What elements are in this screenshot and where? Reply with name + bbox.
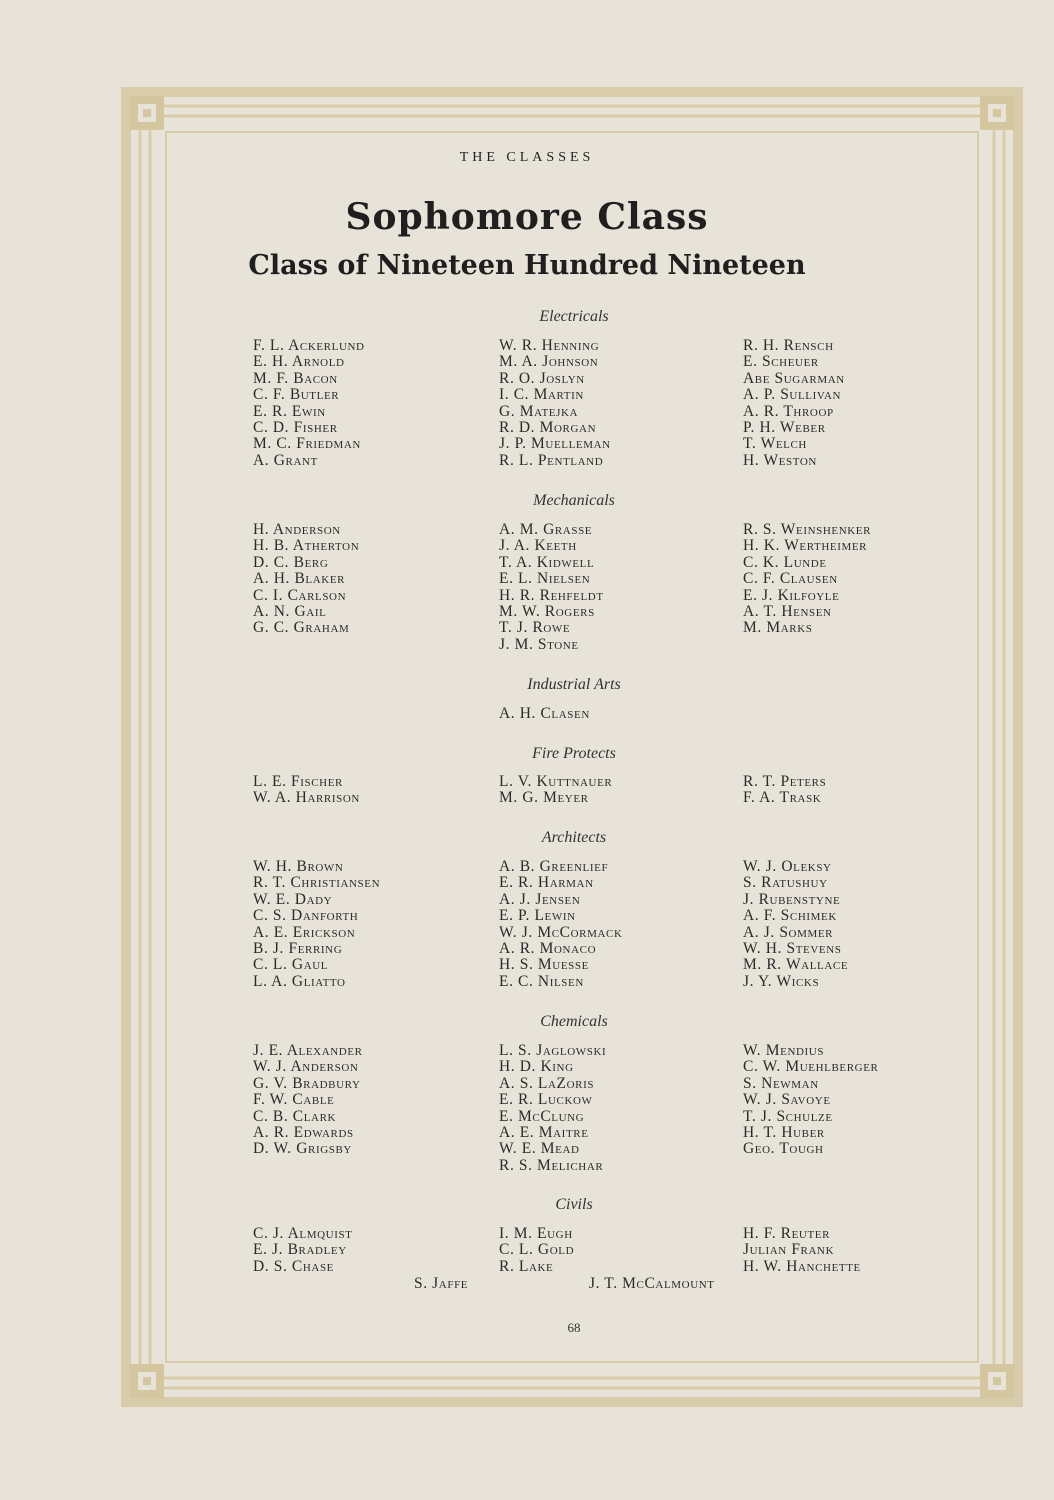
name-column	[499, 338, 611, 469]
section-heading-mechanicals: Mechanicals	[533, 492, 615, 509]
name-entry: W. J. McCormack	[499, 923, 623, 941]
name-entry: J. Y. Wicks	[743, 972, 820, 990]
name-entry: E. J. Bradley	[253, 1241, 347, 1259]
name-entry: H. D. King	[499, 1058, 574, 1076]
name-entry: F. W. Cable	[253, 1091, 335, 1109]
name-entry: G. C. Graham	[253, 619, 350, 637]
name-entry: W. H. Stevens	[743, 940, 842, 958]
name-entry: E. H. Arnold	[253, 353, 345, 371]
name-entry: M. A. Johnson	[499, 353, 599, 371]
name-entry: A. M. Grasse	[499, 521, 593, 538]
name-column	[499, 1043, 606, 1174]
name-column	[253, 522, 359, 637]
name-entry: A. H. Blaker	[253, 570, 346, 588]
section-heading-fire-protects: Fire Protects	[532, 745, 616, 762]
name-entry: L. V. Kuttnauer	[499, 773, 613, 790]
name-entry: W. R. Henning	[499, 337, 600, 354]
name-entry: T. J. Rowe	[499, 619, 571, 637]
name-entry: M. Marks	[743, 619, 813, 637]
name-column	[253, 1043, 363, 1158]
section-heading-industrial-arts: Industrial Arts	[527, 676, 621, 693]
name-entry: J. M. Stone	[499, 635, 579, 653]
name-entry: J. A. Keeth	[499, 537, 577, 555]
name-entry: H. Weston	[743, 451, 817, 469]
name-entry: P. H. Weber	[743, 419, 826, 437]
name-entry: C. L. Gold	[499, 1241, 575, 1259]
name-entry: F. L. Ackerlund	[253, 337, 365, 354]
name-entry: C. F. Clausen	[743, 570, 838, 588]
name-entry: T. J. Schulze	[743, 1107, 833, 1125]
name-entry: D. C. Berg	[253, 553, 329, 571]
name-entry: A. F. Schimek	[743, 907, 837, 925]
name-entry: T. Welch	[743, 435, 807, 453]
name-column	[253, 859, 380, 990]
name-entry: C. S. Danforth	[253, 907, 359, 925]
name-entry: C. F. Butler	[253, 386, 340, 404]
name-entry: M. W. Rogers	[499, 603, 595, 621]
name-entry: M. G. Meyer	[499, 789, 589, 807]
name-entry: F. A. Trask	[743, 789, 822, 807]
page-title: Sophomore Class	[345, 196, 709, 238]
name-column	[743, 1226, 861, 1275]
name-entry: A. P. Sullivan	[743, 386, 842, 404]
name-entry: A. Grant	[253, 451, 318, 469]
name-entry: E. Scheuer	[743, 353, 819, 371]
name-column	[253, 1226, 353, 1275]
name-entry: A. B. Greenlief	[499, 858, 609, 875]
name-entry: E. R. Harman	[499, 874, 594, 892]
section-heading-architects: Architects	[541, 829, 607, 846]
section-heading-civils: Civils	[555, 1196, 593, 1213]
name-entry: A. E. Maitre	[499, 1124, 589, 1142]
name-entry: R. L. Pentland	[499, 451, 604, 469]
name-entry: E. L. Nielsen	[499, 570, 591, 588]
name-column	[499, 774, 612, 807]
name-entry: J. E. Alexander	[253, 1042, 363, 1059]
name-entry: H. R. Rehfeldt	[499, 586, 604, 604]
name-entry: R. D. Morgan	[499, 419, 597, 437]
name-entry: A. J. Sommer	[743, 923, 834, 941]
name-entry: E. P. Lewin	[499, 907, 576, 925]
name-column	[253, 338, 365, 469]
name-entry: G. Matejka	[499, 402, 579, 420]
name-entry: J. P. Muelleman	[499, 435, 611, 453]
name-entry: R. O. Joslyn	[499, 369, 585, 387]
name-entry: E. R. Luckow	[499, 1091, 593, 1109]
name-entry: R. H. Rensch	[743, 337, 834, 354]
name-entry: I. C. Martin	[499, 386, 584, 404]
name-entry: G. V. Bradbury	[253, 1074, 361, 1092]
name-entry: S. Newman	[743, 1074, 819, 1092]
name-column	[499, 706, 590, 722]
section-heading-electricals: Electricals	[539, 308, 609, 325]
name-entry: H. Anderson	[253, 521, 341, 538]
name-entry: R. S. Weinshenker	[743, 521, 872, 538]
section-heading-chemicals: Chemicals	[540, 1013, 608, 1030]
name-entry: R. T. Christiansen	[253, 874, 381, 892]
name-entry: Abe Sugarman	[743, 369, 845, 387]
name-entry: L. S. Jaglowski	[499, 1042, 607, 1059]
name-entry: R. T. Peters	[743, 773, 827, 790]
name-entry: C. L. Gaul	[253, 956, 329, 974]
name-entry: J. Rubenstyne	[743, 890, 841, 908]
name-column	[743, 1043, 878, 1158]
name-entry: C. K. Lunde	[743, 553, 827, 571]
name-entry: C. D. Fisher	[253, 419, 338, 437]
name-entry: H. S. Muesse	[499, 956, 589, 974]
name-entry: M. C. Friedman	[253, 435, 361, 453]
name-entry: A. H. Clasen	[499, 705, 590, 722]
name-column	[743, 774, 826, 807]
name-entry: W. A. Harrison	[253, 789, 360, 807]
name-entry: A. T. Hensen	[743, 603, 832, 621]
name-entry: W. E. Mead	[499, 1140, 580, 1158]
name-entry: T. A. Kidwell	[499, 553, 595, 571]
name-entry: D. W. Grigsby	[253, 1140, 352, 1158]
name-entry: A. R. Monaco	[499, 940, 597, 958]
name-column	[499, 522, 604, 653]
name-entry: W. J. Oleksy	[743, 858, 832, 875]
name-entry: C. B. Clark	[253, 1107, 337, 1125]
name-entry: L. E. Fischer	[253, 773, 343, 790]
name-entry: J. T. McCalmount	[589, 1275, 715, 1292]
name-entry: W. J. Anderson	[253, 1058, 359, 1076]
name-entry: E. J. Kilfoyle	[743, 586, 840, 604]
name-entry: D. S. Chase	[253, 1257, 334, 1275]
name-entry: B. J. Ferring	[253, 940, 343, 958]
name-entry: S. Jaffe	[414, 1275, 469, 1292]
name-entry: H. W. Hanchette	[743, 1257, 861, 1275]
name-entry: I. M. Eugh	[499, 1225, 573, 1242]
name-entry: Julian Frank	[743, 1241, 835, 1259]
name-entry: H. T. Huber	[743, 1124, 825, 1142]
name-entry: L. A. Gliatto	[253, 972, 346, 990]
name-entry: A. R. Throop	[743, 402, 834, 420]
name-column	[253, 774, 360, 807]
name-entry: A. E. Erickson	[253, 923, 356, 941]
name-entry: Geo. Tough	[743, 1140, 824, 1158]
name-entry: H. B. Atherton	[253, 537, 360, 555]
name-entry: A. N. Gail	[253, 603, 327, 621]
name-entry: A. S. LaZoris	[499, 1074, 595, 1092]
name-entry: E. R. Ewin	[253, 402, 326, 420]
name-entry: W. E. Dady	[253, 890, 333, 908]
name-column	[499, 859, 622, 990]
name-entry: R. S. Melichar	[499, 1156, 604, 1174]
name-entry: E. McClung	[499, 1107, 585, 1125]
name-entry: M. R. Wallace	[743, 956, 849, 974]
name-column	[743, 338, 845, 469]
name-entry: R. Lake	[499, 1257, 554, 1275]
page-subtitle: Class of Nineteen Hundred Nineteen	[248, 250, 806, 281]
name-entry: M. F. Bacon	[253, 369, 338, 387]
page-number: 68	[567, 1320, 581, 1335]
name-entry: W. J. Savoye	[743, 1091, 831, 1109]
running-head: THE CLASSES	[459, 150, 595, 165]
name-entry: A. J. Jensen	[499, 890, 581, 908]
name-entry: W. H. Brown	[253, 858, 344, 875]
name-entry: H. K. Wertheimer	[743, 537, 868, 555]
name-entry: C. I. Carlson	[253, 586, 347, 604]
name-entry: H. F. Reuter	[743, 1225, 831, 1242]
name-entry: W. Mendius	[743, 1042, 825, 1059]
name-entry: C. W. Muehlberger	[743, 1058, 879, 1076]
name-entry: C. J. Almquist	[253, 1225, 353, 1242]
name-entry: E. C. Nilsen	[499, 972, 584, 990]
name-column	[743, 859, 848, 990]
name-entry: S. Ratushuy	[743, 874, 828, 892]
name-column	[743, 522, 871, 637]
name-entry: A. R. Edwards	[253, 1124, 354, 1142]
name-column	[499, 1226, 574, 1275]
